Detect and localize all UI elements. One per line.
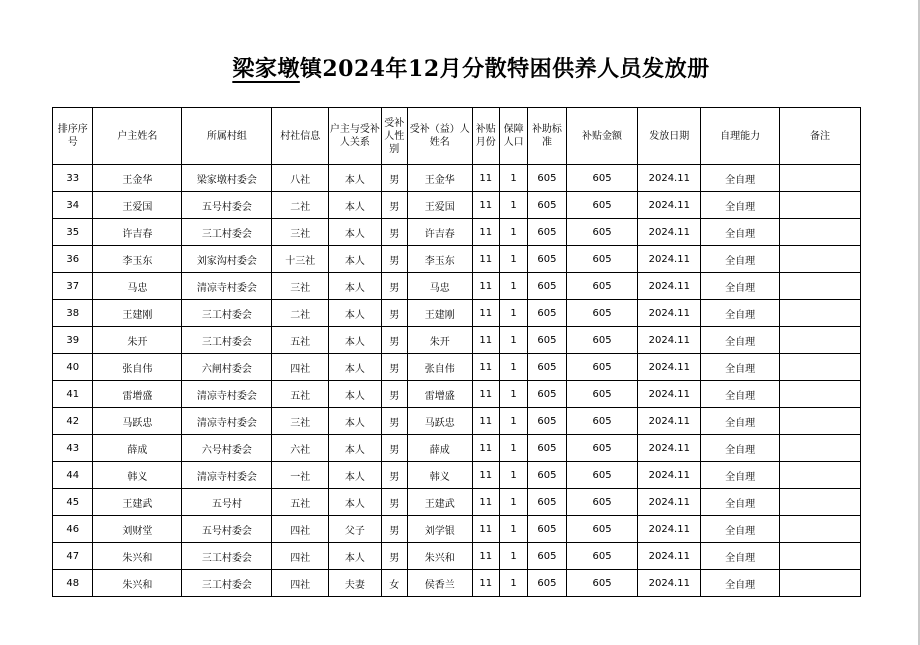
cell-standard: 605 (528, 435, 566, 462)
cell-village: 六号村委会 (182, 435, 272, 462)
cell-group: 二社 (272, 192, 329, 219)
cell-relation: 本人 (329, 408, 382, 435)
cell-note (780, 300, 861, 327)
cell-village: 三工村委会 (182, 327, 272, 354)
cell-persons: 1 (499, 462, 527, 489)
cell-persons: 1 (499, 246, 527, 273)
cell-household-head: 朱开 (93, 327, 182, 354)
cell-household-head: 朱兴和 (93, 570, 182, 597)
cell-ability: 全自理 (701, 192, 780, 219)
cell-gender: 男 (381, 354, 407, 381)
cell-recipient: 王金华 (407, 165, 472, 192)
cell-village: 三工村委会 (182, 219, 272, 246)
cell-note (780, 165, 861, 192)
cell-household-head: 马跃忠 (93, 408, 182, 435)
cell-ability: 全自理 (701, 435, 780, 462)
cell-amount: 605 (566, 246, 638, 273)
cell-amount: 605 (566, 570, 638, 597)
cell-recipient: 王建刚 (407, 300, 472, 327)
cell-household-head: 薛成 (93, 435, 182, 462)
cell-ability: 全自理 (701, 516, 780, 543)
cell-persons: 1 (499, 327, 527, 354)
cell-village: 清凉寺村委会 (182, 381, 272, 408)
cell-seq: 33 (53, 165, 93, 192)
cell-gender: 男 (381, 543, 407, 570)
cell-village: 刘家沟村委会 (182, 246, 272, 273)
cell-standard: 605 (528, 543, 566, 570)
cell-date: 2024.11 (638, 408, 701, 435)
cell-month: 11 (472, 192, 499, 219)
cell-ability: 全自理 (701, 462, 780, 489)
header-date: 发放日期 (638, 108, 701, 165)
cell-recipient: 朱兴和 (407, 543, 472, 570)
cell-village: 五号村委会 (182, 192, 272, 219)
table-row (53, 300, 861, 327)
table-row (53, 408, 861, 435)
cell-standard: 605 (528, 300, 566, 327)
cell-household-head: 刘财堂 (93, 516, 182, 543)
header-group: 村社信息 (272, 108, 329, 165)
cell-group: 五社 (272, 489, 329, 516)
cell-note (780, 516, 861, 543)
cell-household-head: 王建刚 (93, 300, 182, 327)
cell-date: 2024.11 (638, 300, 701, 327)
cell-amount: 605 (566, 543, 638, 570)
header-recipient: 受补（益）人姓名 (407, 108, 472, 165)
cell-relation: 本人 (329, 192, 382, 219)
cell-relation: 本人 (329, 273, 382, 300)
table-row (53, 435, 861, 462)
cell-date: 2024.11 (638, 246, 701, 273)
cell-persons: 1 (499, 300, 527, 327)
cell-relation: 本人 (329, 165, 382, 192)
cell-note (780, 192, 861, 219)
cell-date: 2024.11 (638, 489, 701, 516)
cell-village: 清凉寺村委会 (182, 462, 272, 489)
cell-date: 2024.11 (638, 543, 701, 570)
header-relation: 户主与受补人关系 (329, 108, 382, 165)
cell-amount: 605 (566, 327, 638, 354)
table-row (53, 273, 861, 300)
cell-persons: 1 (499, 408, 527, 435)
header-gender: 受补人性别 (381, 108, 407, 165)
cell-group: 四社 (272, 543, 329, 570)
cell-recipient: 刘学银 (407, 516, 472, 543)
cell-note (780, 381, 861, 408)
cell-gender: 男 (381, 192, 407, 219)
header-ability: 自理能力 (701, 108, 780, 165)
cell-seq: 35 (53, 219, 93, 246)
cell-ability: 全自理 (701, 543, 780, 570)
header-standard: 补助标准 (528, 108, 566, 165)
cell-amount: 605 (566, 165, 638, 192)
cell-group: 四社 (272, 516, 329, 543)
cell-date: 2024.11 (638, 165, 701, 192)
cell-persons: 1 (499, 381, 527, 408)
cell-amount: 605 (566, 408, 638, 435)
cell-date: 2024.11 (638, 516, 701, 543)
cell-recipient: 马忠 (407, 273, 472, 300)
cell-amount: 605 (566, 219, 638, 246)
cell-household-head: 王建武 (93, 489, 182, 516)
cell-relation: 本人 (329, 462, 382, 489)
table-row (53, 165, 861, 192)
table-row (53, 327, 861, 354)
cell-persons: 1 (499, 489, 527, 516)
cell-persons: 1 (499, 543, 527, 570)
cell-recipient: 侯香兰 (407, 570, 472, 597)
cell-amount: 605 (566, 435, 638, 462)
cell-standard: 605 (528, 273, 566, 300)
table-row (53, 246, 861, 273)
cell-ability: 全自理 (701, 489, 780, 516)
cell-seq: 34 (53, 192, 93, 219)
cell-gender: 男 (381, 516, 407, 543)
cell-note (780, 462, 861, 489)
cell-month: 11 (472, 246, 499, 273)
cell-group: 五社 (272, 327, 329, 354)
cell-month: 11 (472, 300, 499, 327)
cell-recipient: 王爱国 (407, 192, 472, 219)
cell-recipient: 张自伟 (407, 354, 472, 381)
cell-village: 六闸村委会 (182, 354, 272, 381)
cell-relation: 本人 (329, 246, 382, 273)
cell-group: 五社 (272, 381, 329, 408)
cell-relation: 本人 (329, 435, 382, 462)
distribution-table (52, 107, 861, 597)
cell-recipient: 王建武 (407, 489, 472, 516)
table-row (53, 570, 861, 597)
cell-date: 2024.11 (638, 570, 701, 597)
cell-month: 11 (472, 408, 499, 435)
cell-amount: 605 (566, 273, 638, 300)
cell-gender: 男 (381, 165, 407, 192)
cell-village: 清凉寺村委会 (182, 408, 272, 435)
cell-group: 二社 (272, 300, 329, 327)
cell-relation: 本人 (329, 489, 382, 516)
header-month: 补贴月份 (472, 108, 499, 165)
table-row (53, 354, 861, 381)
cell-persons: 1 (499, 570, 527, 597)
cell-household-head: 马忠 (93, 273, 182, 300)
cell-month: 11 (472, 354, 499, 381)
header-persons: 保障人口 (499, 108, 527, 165)
cell-recipient: 雷增盛 (407, 381, 472, 408)
cell-date: 2024.11 (638, 192, 701, 219)
cell-village: 五号村 (182, 489, 272, 516)
cell-ability: 全自理 (701, 408, 780, 435)
cell-standard: 605 (528, 354, 566, 381)
cell-standard: 605 (528, 219, 566, 246)
cell-group: 八社 (272, 165, 329, 192)
cell-household-head: 朱兴和 (93, 543, 182, 570)
cell-persons: 1 (499, 165, 527, 192)
cell-note (780, 543, 861, 570)
cell-ability: 全自理 (701, 381, 780, 408)
cell-village: 清凉寺村委会 (182, 273, 272, 300)
cell-household-head: 韩义 (93, 462, 182, 489)
table-row (53, 516, 861, 543)
cell-persons: 1 (499, 516, 527, 543)
cell-village: 三工村委会 (182, 543, 272, 570)
cell-date: 2024.11 (638, 354, 701, 381)
cell-date: 2024.11 (638, 462, 701, 489)
table-row (53, 192, 861, 219)
header-amount: 补贴金额 (566, 108, 638, 165)
cell-recipient: 朱开 (407, 327, 472, 354)
cell-ability: 全自理 (701, 273, 780, 300)
cell-gender: 男 (381, 462, 407, 489)
cell-seq: 39 (53, 327, 93, 354)
cell-ability: 全自理 (701, 354, 780, 381)
cell-note (780, 570, 861, 597)
cell-village: 三工村委会 (182, 300, 272, 327)
header-village: 所属村组 (182, 108, 272, 165)
header-note: 备注 (780, 108, 861, 165)
cell-recipient: 薛成 (407, 435, 472, 462)
cell-amount: 605 (566, 381, 638, 408)
cell-note (780, 273, 861, 300)
cell-recipient: 李玉东 (407, 246, 472, 273)
cell-persons: 1 (499, 192, 527, 219)
cell-amount: 605 (566, 354, 638, 381)
cell-month: 11 (472, 435, 499, 462)
cell-relation: 本人 (329, 219, 382, 246)
cell-household-head: 李玉东 (93, 246, 182, 273)
cell-date: 2024.11 (638, 273, 701, 300)
cell-seq: 36 (53, 246, 93, 273)
cell-note (780, 219, 861, 246)
cell-amount: 605 (566, 462, 638, 489)
title-main: 镇2024年12月分散特困供养人员发放册 (299, 56, 710, 82)
cell-group: 四社 (272, 570, 329, 597)
cell-recipient: 韩义 (407, 462, 472, 489)
cell-amount: 605 (566, 516, 638, 543)
cell-seq: 44 (53, 462, 93, 489)
header-household-head: 户主姓名 (93, 108, 182, 165)
cell-relation: 本人 (329, 327, 382, 354)
cell-month: 11 (472, 273, 499, 300)
cell-relation: 夫妻 (329, 570, 382, 597)
table-row (53, 381, 861, 408)
table-row (53, 462, 861, 489)
cell-date: 2024.11 (638, 219, 701, 246)
cell-month: 11 (472, 516, 499, 543)
cell-standard: 605 (528, 327, 566, 354)
cell-village: 梁家墩村委会 (182, 165, 272, 192)
cell-relation: 本人 (329, 354, 382, 381)
cell-standard: 605 (528, 381, 566, 408)
cell-seq: 45 (53, 489, 93, 516)
cell-relation: 本人 (329, 543, 382, 570)
cell-household-head: 王金华 (93, 165, 182, 192)
cell-persons: 1 (499, 435, 527, 462)
cell-gender: 男 (381, 300, 407, 327)
cell-group: 六社 (272, 435, 329, 462)
cell-ability: 全自理 (701, 246, 780, 273)
cell-amount: 605 (566, 300, 638, 327)
cell-persons: 1 (499, 273, 527, 300)
cell-ability: 全自理 (701, 570, 780, 597)
cell-gender: 男 (381, 219, 407, 246)
cell-relation: 本人 (329, 300, 382, 327)
table-row (53, 489, 861, 516)
table-header-row (53, 108, 861, 165)
cell-month: 11 (472, 489, 499, 516)
cell-ability: 全自理 (701, 219, 780, 246)
cell-month: 11 (472, 165, 499, 192)
cell-group: 一社 (272, 462, 329, 489)
cell-persons: 1 (499, 354, 527, 381)
title-township: 梁家墩 (232, 56, 300, 82)
cell-village: 三工村委会 (182, 570, 272, 597)
cell-date: 2024.11 (638, 327, 701, 354)
cell-standard: 605 (528, 192, 566, 219)
cell-group: 四社 (272, 354, 329, 381)
cell-ability: 全自理 (701, 165, 780, 192)
cell-seq: 48 (53, 570, 93, 597)
cell-standard: 605 (528, 246, 566, 273)
cell-amount: 605 (566, 489, 638, 516)
cell-standard: 605 (528, 516, 566, 543)
cell-seq: 47 (53, 543, 93, 570)
header-seq: 排序序号 (53, 108, 93, 165)
cell-gender: 男 (381, 327, 407, 354)
cell-seq: 37 (53, 273, 93, 300)
cell-gender: 男 (381, 246, 407, 273)
cell-standard: 605 (528, 462, 566, 489)
cell-household-head: 许吉春 (93, 219, 182, 246)
cell-month: 11 (472, 219, 499, 246)
cell-standard: 605 (528, 408, 566, 435)
cell-seq: 42 (53, 408, 93, 435)
cell-group: 十三社 (272, 246, 329, 273)
cell-month: 11 (472, 381, 499, 408)
cell-month: 11 (472, 543, 499, 570)
cell-group: 三社 (272, 219, 329, 246)
cell-gender: 男 (381, 489, 407, 516)
cell-note (780, 435, 861, 462)
cell-standard: 605 (528, 165, 566, 192)
cell-gender: 男 (381, 408, 407, 435)
cell-recipient: 马跃忠 (407, 408, 472, 435)
cell-note (780, 408, 861, 435)
table-row (53, 543, 861, 570)
cell-village: 五号村委会 (182, 516, 272, 543)
cell-month: 11 (472, 327, 499, 354)
cell-seq: 46 (53, 516, 93, 543)
cell-ability: 全自理 (701, 300, 780, 327)
cell-seq: 41 (53, 381, 93, 408)
cell-standard: 605 (528, 570, 566, 597)
cell-recipient: 许吉春 (407, 219, 472, 246)
cell-note (780, 327, 861, 354)
cell-note (780, 489, 861, 516)
cell-gender: 男 (381, 381, 407, 408)
cell-amount: 605 (566, 192, 638, 219)
cell-relation: 父子 (329, 516, 382, 543)
cell-household-head: 王爱国 (93, 192, 182, 219)
cell-month: 11 (472, 570, 499, 597)
cell-date: 2024.11 (638, 435, 701, 462)
cell-group: 三社 (272, 408, 329, 435)
cell-month: 11 (472, 462, 499, 489)
document-title (0, 52, 920, 83)
cell-gender: 男 (381, 273, 407, 300)
cell-group: 三社 (272, 273, 329, 300)
cell-note (780, 246, 861, 273)
cell-note (780, 354, 861, 381)
cell-persons: 1 (499, 219, 527, 246)
cell-ability: 全自理 (701, 327, 780, 354)
cell-standard: 605 (528, 489, 566, 516)
cell-gender: 男 (381, 435, 407, 462)
cell-relation: 本人 (329, 381, 382, 408)
cell-household-head: 雷增盛 (93, 381, 182, 408)
cell-seq: 40 (53, 354, 93, 381)
cell-seq: 43 (53, 435, 93, 462)
cell-household-head: 张自伟 (93, 354, 182, 381)
cell-gender: 女 (381, 570, 407, 597)
table-row (53, 219, 861, 246)
cell-date: 2024.11 (638, 381, 701, 408)
cell-seq: 38 (53, 300, 93, 327)
